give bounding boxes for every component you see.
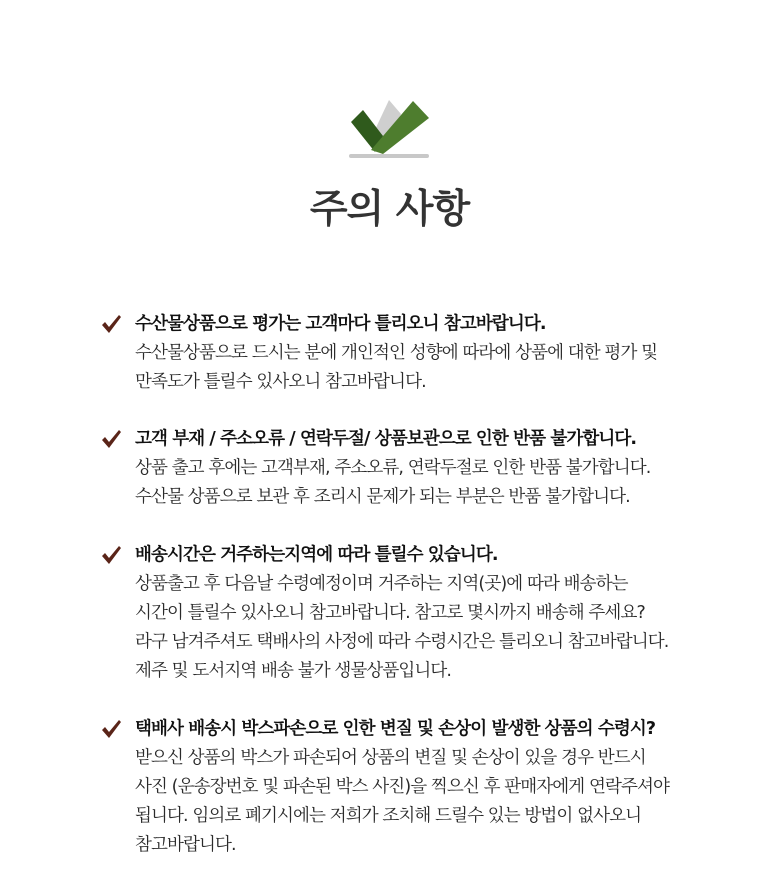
- notice-heading: 수산물상품으로 평가는 고객마다 틀리오니 참고바랍니다.: [135, 314, 546, 334]
- notice-body: [135, 570, 668, 686]
- notice-line: 수산물상품으로 드시는 분에 개인적인 성향에 따라에 상품에 대한 평가 및: [135, 343, 658, 363]
- notice-line: 시간이 틀릴수 있사오니 참고바랍니다. 참고로 몇시까지 배송해 주세요?: [135, 603, 645, 623]
- notice-line: 받으신 상품의 박스가 파손되어 상품의 변질 및 손상이 있을 경우 반드시: [135, 748, 646, 768]
- checkmark-icon: [100, 429, 122, 449]
- notice-body: [135, 744, 669, 860]
- notice-body: [135, 339, 657, 397]
- notice-body: [135, 454, 650, 512]
- notice-line: 제주 및 도서지역 배송 불가 생물상품입니다.: [135, 661, 452, 681]
- notice-line: 됩니다. 임의로 폐기시에는 저희가 조치해 드릴수 있는 방법이 없사오니: [135, 806, 642, 826]
- notice-heading: 고객 부재 / 주소오류 / 연락두절/ 상품보관으로 인한 반품 불가합니다.: [135, 429, 637, 449]
- notice-line: 사진 (운송장번호 및 파손된 박스 사진)을 찍으신 후 판매자에게 연락주셔야: [135, 777, 669, 797]
- checkmark-icon: [100, 719, 122, 739]
- checkmark-icon: [100, 545, 122, 565]
- notice-line: 만족도가 틀릴수 있사오니 참고바랍니다.: [135, 372, 426, 392]
- notice-line: 상품 출고 후에는 고객부재, 주소오류, 연락두절로 인한 반품 불가합니다.: [135, 458, 651, 478]
- notice-line: 상품출고 후 다음날 수령예정이며 거주하는 지역(곳)에 따라 배송하는: [135, 574, 628, 594]
- notice-heading: 배송시간은 거주하는지역에 따라 틀릴수 있습니다.: [135, 545, 498, 565]
- notice-line: 참고바랍니다.: [135, 835, 236, 855]
- leaf-logo-icon: [349, 98, 431, 160]
- notice-heading: 택배사 배송시 박스파손으로 인한 변질 및 손상이 발생한 상품의 수령시?: [135, 719, 656, 739]
- page-title: 주의 사항: [309, 187, 470, 232]
- logo-underline: [349, 154, 429, 158]
- notice-line: 수산물 상품으로 보관 후 조리시 문제가 되는 부분은 반품 불가합니다.: [135, 487, 630, 507]
- notice-line: 라구 남겨주셔도 택배사의 사정에 따라 수령시간은 틀리오니 참고바랍니다.: [135, 632, 669, 652]
- checkmark-icon: [100, 314, 122, 334]
